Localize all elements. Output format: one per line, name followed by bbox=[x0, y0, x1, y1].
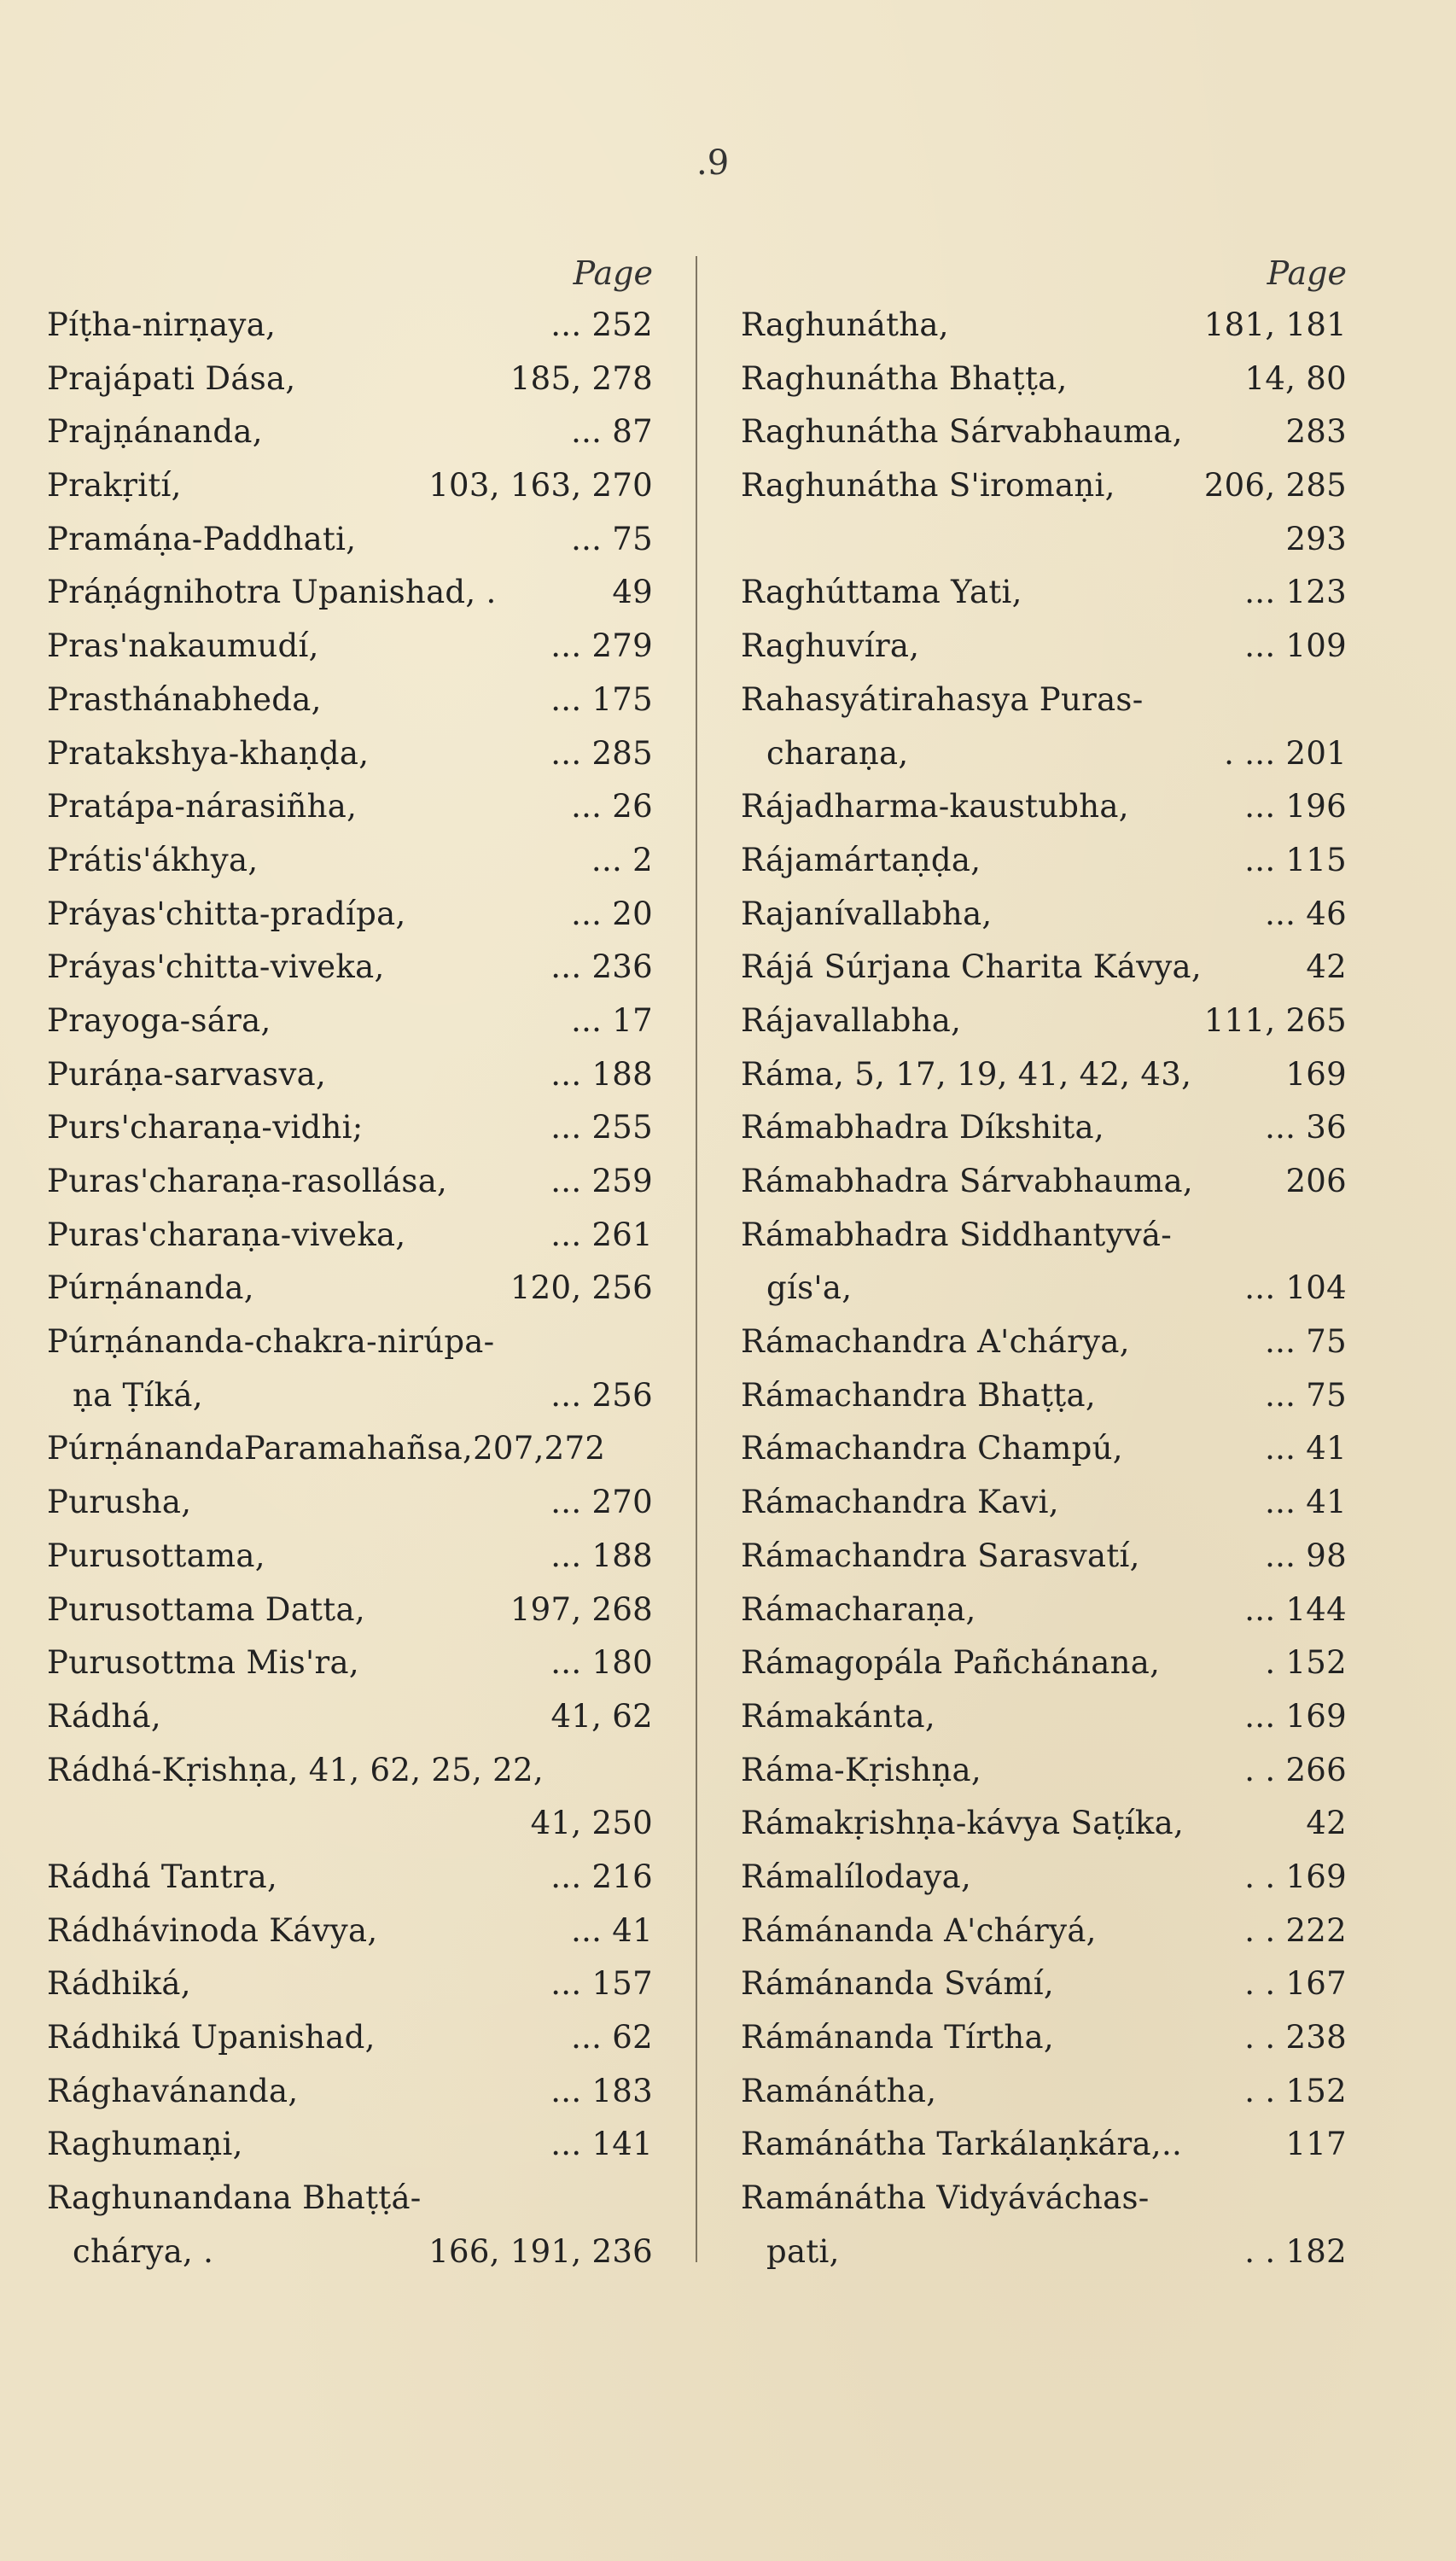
index-entry bbox=[741, 1048, 1355, 1102]
entry-pages: . . 152 bbox=[1244, 2072, 1347, 2109]
index-entry bbox=[47, 405, 661, 459]
entry-pages: 117 bbox=[1285, 2126, 1347, 2163]
entry-title: Práyas'chitta-pradípa, bbox=[47, 895, 406, 932]
entry-pages: . . 182 bbox=[1244, 2232, 1347, 2270]
entry-pages: 103, 163, 270 bbox=[428, 467, 653, 505]
index-entry bbox=[741, 459, 1355, 513]
entry-pages: 41, 62 bbox=[550, 1697, 653, 1735]
entry-pages: . . 167 bbox=[1244, 1965, 1347, 2003]
entry-pages: ... 216 bbox=[550, 1858, 653, 1895]
entry-pages: ... 46 bbox=[1265, 895, 1347, 932]
entry-pages: 206, 285 bbox=[1203, 467, 1347, 505]
entry-title: Rádhá-Kṛishṇa, 41, 62, 25, 22, bbox=[47, 1751, 544, 1788]
index-entry bbox=[47, 1101, 661, 1155]
entry-pages: ... 2 bbox=[591, 841, 653, 878]
index-entry bbox=[47, 620, 661, 674]
entry-title: Ramánátha, bbox=[741, 2072, 937, 2109]
entry-title: Púrṇánanda, bbox=[47, 1269, 254, 1307]
entry-pages: 185, 278 bbox=[510, 359, 653, 397]
entry-pages: ... 26 bbox=[571, 788, 653, 825]
index-entry bbox=[741, 1369, 1355, 1423]
entry-pages: ... 256 bbox=[550, 1376, 653, 1414]
index-entry bbox=[47, 941, 661, 995]
entry-title: Purs'charaṇa-vidhi; bbox=[47, 1109, 364, 1146]
entry-title: Raghúttama Yati, bbox=[741, 574, 1022, 611]
entry-title: Raghunátha, bbox=[741, 306, 949, 343]
entry-title: Rámakṛishṇa-kávya Saṭíka, bbox=[741, 1805, 1185, 1842]
entry-pages: ... 157 bbox=[550, 1965, 653, 2003]
entry-title: Rághavánanda, bbox=[47, 2072, 299, 2109]
index-entry bbox=[47, 727, 661, 781]
index-entry bbox=[47, 888, 661, 942]
entry-title: Ráma, 5, 17, 19, 41, 42, 43, bbox=[741, 1055, 1192, 1093]
entry-title: Purusottma Mis'ra, bbox=[47, 1644, 359, 1682]
entry-title: Píṭha-nirṇaya, bbox=[47, 306, 277, 343]
entry-title: Prayoga-sára, bbox=[47, 1001, 271, 1039]
index-entry bbox=[741, 834, 1355, 888]
entry-title: PúrṇánandaParamahañsa,207,272 bbox=[47, 1430, 606, 1467]
entry-pages: ... 252 bbox=[550, 306, 653, 343]
index-entry bbox=[47, 2065, 661, 2119]
index-entry bbox=[741, 1584, 1355, 1637]
index-entry bbox=[741, 727, 1355, 781]
index-entry bbox=[47, 1476, 661, 1530]
entry-title: Raghunátha Sárvabhauma, bbox=[741, 413, 1183, 451]
index-entry bbox=[47, 1262, 661, 1316]
entry-pages: ... 270 bbox=[550, 1484, 653, 1521]
index-entry bbox=[47, 1851, 661, 1905]
entry-title: Puráṇa-sarvasva, bbox=[47, 1055, 327, 1093]
entry-pages: 293 bbox=[1285, 520, 1347, 557]
index-entry bbox=[741, 2011, 1355, 2065]
entry-title: Púrṇánanda-chakra-nirúpa- bbox=[47, 1323, 495, 1361]
entry-pages: ... 115 bbox=[1244, 841, 1347, 878]
entry-title: Ramánátha Vidyáváchas- bbox=[741, 2179, 1150, 2217]
entry-title: Raghumaṇi, bbox=[47, 2126, 243, 2163]
index-entry bbox=[741, 2226, 1355, 2279]
entry-pages: ... 20 bbox=[571, 895, 653, 932]
entry-pages: ... 261 bbox=[550, 1216, 653, 1253]
entry-pages: ... 17 bbox=[571, 1001, 653, 1039]
index-entry bbox=[741, 941, 1355, 995]
entry-title: Rámánanda A'cháryá, bbox=[741, 1911, 1097, 1949]
entry-title: Rámachandra A'chárya, bbox=[741, 1323, 1130, 1361]
index-entry bbox=[741, 1155, 1355, 1209]
index-entry bbox=[741, 299, 1355, 353]
entry-title: Rámánanda Tírtha, bbox=[741, 2019, 1054, 2056]
index-entry bbox=[741, 1476, 1355, 1530]
index-entry bbox=[741, 1851, 1355, 1905]
index-entry bbox=[741, 888, 1355, 942]
index-entry bbox=[741, 620, 1355, 674]
entry-pages: ... 98 bbox=[1265, 1537, 1347, 1574]
index-entry bbox=[741, 1797, 1355, 1851]
index-entry bbox=[741, 1316, 1355, 1369]
entry-title: Rádhiká, bbox=[47, 1965, 191, 2003]
entry-title: gís'a, bbox=[766, 1269, 853, 1307]
index-entry bbox=[47, 780, 661, 834]
left-column bbox=[47, 248, 661, 2278]
entry-title: Puras'charaṇa-rasollása, bbox=[47, 1163, 448, 1199]
entry-title: Purusha, bbox=[47, 1484, 192, 1521]
index-entry bbox=[47, 2172, 661, 2226]
index-entry bbox=[741, 2172, 1355, 2226]
index-entry bbox=[47, 834, 661, 888]
entry-title: Rámachandra Bhaṭṭa, bbox=[741, 1376, 1096, 1414]
entry-title: Rámabhadra Sárvabhauma, bbox=[741, 1163, 1193, 1199]
entry-pages: 42 bbox=[1306, 948, 1347, 986]
index-entry bbox=[741, 1744, 1355, 1798]
entry-pages: ... 236 bbox=[550, 948, 653, 986]
page-column-header: Page bbox=[1267, 254, 1347, 292]
index-entry bbox=[47, 353, 661, 406]
entry-pages: . 152 bbox=[1265, 1644, 1347, 1682]
entry-pages: 166, 191, 236 bbox=[428, 2232, 653, 2270]
entry-title: Rádhá, bbox=[47, 1697, 161, 1735]
entry-pages: . . 266 bbox=[1244, 1751, 1347, 1788]
index-entry bbox=[47, 2226, 661, 2279]
entry-pages: ... 188 bbox=[550, 1537, 653, 1574]
entry-title: Rajanívallabha, bbox=[741, 895, 993, 932]
entry-title: Purusottama Datta, bbox=[47, 1590, 365, 1628]
entry-title: Raghuvíra, bbox=[741, 627, 920, 665]
index-entry bbox=[741, 995, 1355, 1048]
index-entry bbox=[741, 1101, 1355, 1155]
right-column bbox=[741, 248, 1355, 2278]
index-entry bbox=[741, 1636, 1355, 1690]
index-entry bbox=[741, 1422, 1355, 1476]
entry-pages: 181, 181 bbox=[1203, 306, 1347, 343]
entry-pages: ... 36 bbox=[1265, 1109, 1347, 1146]
entry-title: Rájá Súrjana Charita Kávya, bbox=[741, 948, 1202, 986]
entry-pages: ... 183 bbox=[550, 2072, 653, 2109]
entry-pages: ... 255 bbox=[550, 1109, 653, 1146]
entry-pages: ... 259 bbox=[550, 1163, 653, 1199]
index-entry bbox=[47, 2011, 661, 2065]
entry-pages: ... 87 bbox=[571, 413, 653, 451]
index-entry bbox=[741, 1262, 1355, 1316]
entry-title: pati, bbox=[766, 2232, 840, 2270]
index-entry bbox=[741, 780, 1355, 834]
index-entry bbox=[47, 1316, 661, 1369]
entry-pages: 120, 256 bbox=[510, 1269, 653, 1307]
entry-pages: ... 104 bbox=[1244, 1269, 1347, 1307]
index-entry bbox=[47, 1369, 661, 1423]
entry-title: Rámabhadra Siddhantyvá- bbox=[741, 1216, 1173, 1253]
entry-title: ṇa Ṭíká, bbox=[73, 1376, 203, 1414]
entry-pages: 49 bbox=[612, 574, 653, 611]
entry-title: Ráma-Kṛishṇa, bbox=[741, 1751, 981, 1788]
entry-title: Pratápa-nárasiñha, bbox=[47, 788, 358, 825]
page-column-header: Page bbox=[573, 254, 653, 292]
entry-title: Rámánanda Svámí, bbox=[741, 1965, 1054, 2003]
entry-title: Pramáṇa-Paddhati, bbox=[47, 520, 357, 557]
entry-pages: ... 41 bbox=[1265, 1484, 1347, 1521]
index-entry bbox=[47, 1636, 661, 1690]
entry-title: Rádhávinoda Kávya, bbox=[47, 1911, 378, 1949]
index-entry bbox=[47, 459, 661, 513]
entry-pages: ... 285 bbox=[550, 734, 653, 772]
entry-pages: ... 175 bbox=[550, 680, 653, 718]
index-entry bbox=[47, 1905, 661, 1958]
entry-title: Rájadharma-kaustubha, bbox=[741, 788, 1129, 825]
index-entry bbox=[741, 2118, 1355, 2172]
entry-title: Puras'charaṇa-viveka, bbox=[47, 1216, 406, 1253]
entry-title: Rámabhadra Díkshita, bbox=[741, 1109, 1104, 1146]
entry-title: Rádhiká Upanishad, bbox=[47, 2019, 376, 2056]
index-entry bbox=[741, 2065, 1355, 2119]
entry-title: charaṇa, bbox=[766, 734, 909, 772]
entry-title: Ramánátha Tarkálaṇkára,.. bbox=[741, 2126, 1183, 2163]
entry-pages: ... 169 bbox=[1244, 1697, 1347, 1735]
entry-title: Rámakánta, bbox=[741, 1697, 935, 1735]
entry-pages: ... 180 bbox=[550, 1644, 653, 1682]
entry-pages: ... 196 bbox=[1244, 788, 1347, 825]
entry-pages: ... 141 bbox=[550, 2126, 653, 2163]
index-entry bbox=[741, 674, 1355, 727]
entry-title: Prakṛití, bbox=[47, 467, 182, 505]
entry-title: Rámacharaṇa, bbox=[741, 1590, 976, 1628]
entry-title: Raghunátha Bhaṭṭa, bbox=[741, 359, 1068, 397]
entry-title: Prátis'ákhya, bbox=[47, 841, 259, 878]
index-entry bbox=[47, 299, 661, 353]
index-entry bbox=[47, 1957, 661, 2011]
index-entry bbox=[47, 1209, 661, 1263]
entry-title: Purusottama, bbox=[47, 1537, 265, 1574]
entry-pages: 14, 80 bbox=[1244, 359, 1347, 397]
entry-pages: 42 bbox=[1306, 1805, 1347, 1842]
entry-title: Rámagopála Pañchánana, bbox=[741, 1644, 1161, 1682]
index-entry bbox=[47, 1797, 661, 1851]
entry-title: Prajṇánanda, bbox=[47, 413, 263, 451]
entry-pages: . . 238 bbox=[1244, 2019, 1347, 2056]
entry-pages: . ... 201 bbox=[1224, 734, 1347, 772]
entry-pages: ... 75 bbox=[1265, 1323, 1347, 1361]
entry-pages: 206 bbox=[1285, 1163, 1347, 1199]
entry-pages: 197, 268 bbox=[510, 1590, 653, 1628]
entry-title: Rámachandra Champú, bbox=[741, 1430, 1123, 1467]
entry-title: Prasthánabheda, bbox=[47, 680, 322, 718]
index-entry bbox=[741, 566, 1355, 620]
entry-title: Rámalílodaya, bbox=[741, 1858, 972, 1895]
column-divider bbox=[696, 256, 697, 2262]
entry-title: Raghunátha S'iromaṇi, bbox=[741, 467, 1115, 505]
index-entry bbox=[47, 513, 661, 567]
entry-title: Rájamártaṇḍa, bbox=[741, 841, 981, 878]
index-entry bbox=[47, 2118, 661, 2172]
entry-title: Rájavallabha, bbox=[741, 1001, 962, 1039]
entry-pages: ... 123 bbox=[1244, 574, 1347, 611]
index-entries-left bbox=[47, 299, 661, 2278]
index-entry bbox=[741, 1209, 1355, 1263]
index-entry bbox=[741, 1957, 1355, 2011]
entry-pages: 111, 265 bbox=[1203, 1001, 1347, 1039]
entry-pages: ... 144 bbox=[1244, 1590, 1347, 1628]
page-number: .9 bbox=[696, 143, 730, 183]
entry-pages: 283 bbox=[1285, 413, 1347, 451]
entry-pages: . . 169 bbox=[1244, 1858, 1347, 1895]
index-entry bbox=[741, 1905, 1355, 1958]
index-entry bbox=[741, 1690, 1355, 1744]
index-entry bbox=[47, 1530, 661, 1584]
index-entry bbox=[741, 353, 1355, 406]
entry-title: Rámachandra Sarasvatí, bbox=[741, 1537, 1140, 1574]
index-entry bbox=[47, 1048, 661, 1102]
entry-pages: ... 75 bbox=[571, 520, 653, 557]
entry-title: Raghunandana Bhaṭṭá- bbox=[47, 2179, 422, 2217]
entry-pages: ... 109 bbox=[1244, 627, 1347, 665]
entry-pages: ... 279 bbox=[550, 627, 653, 665]
entry-title: Rámachandra Kavi, bbox=[741, 1484, 1059, 1521]
index-entry bbox=[47, 674, 661, 727]
entry-title: Práṇágnihotra Upanishad, . bbox=[47, 574, 497, 611]
index-entry bbox=[47, 995, 661, 1048]
entry-title: Rahasyátirahasya Puras- bbox=[741, 680, 1144, 718]
index-entry bbox=[47, 1690, 661, 1744]
entry-title: Pras'nakaumudí, bbox=[47, 627, 319, 665]
index-entry bbox=[741, 513, 1355, 567]
entry-pages: ... 41 bbox=[571, 1911, 653, 1949]
index-entry bbox=[47, 1155, 661, 1209]
entry-pages: 169 bbox=[1285, 1055, 1347, 1093]
index-entry bbox=[47, 1744, 661, 1798]
index-entry bbox=[47, 1584, 661, 1637]
entry-pages: ... 75 bbox=[1265, 1376, 1347, 1414]
index-entry bbox=[47, 1422, 661, 1476]
entry-pages: . . 222 bbox=[1244, 1911, 1347, 1949]
entry-pages: ... 41 bbox=[1265, 1430, 1347, 1467]
entry-title: chárya, . bbox=[73, 2232, 214, 2270]
index-entries-right bbox=[741, 299, 1355, 2278]
index-entry bbox=[47, 566, 661, 620]
entry-title: Pratakshya-khaṇḍa, bbox=[47, 734, 370, 772]
entry-pages: ... 188 bbox=[550, 1055, 653, 1093]
index-entry bbox=[741, 405, 1355, 459]
entry-title: Rádhá Tantra, bbox=[47, 1858, 278, 1895]
entry-title: Práyas'chitta-viveka, bbox=[47, 948, 385, 986]
entry-title: Prajápati Dása, bbox=[47, 359, 296, 397]
entry-pages: ... 62 bbox=[571, 2019, 653, 2056]
index-entry bbox=[741, 1530, 1355, 1584]
entry-pages: 41, 250 bbox=[530, 1805, 653, 1842]
